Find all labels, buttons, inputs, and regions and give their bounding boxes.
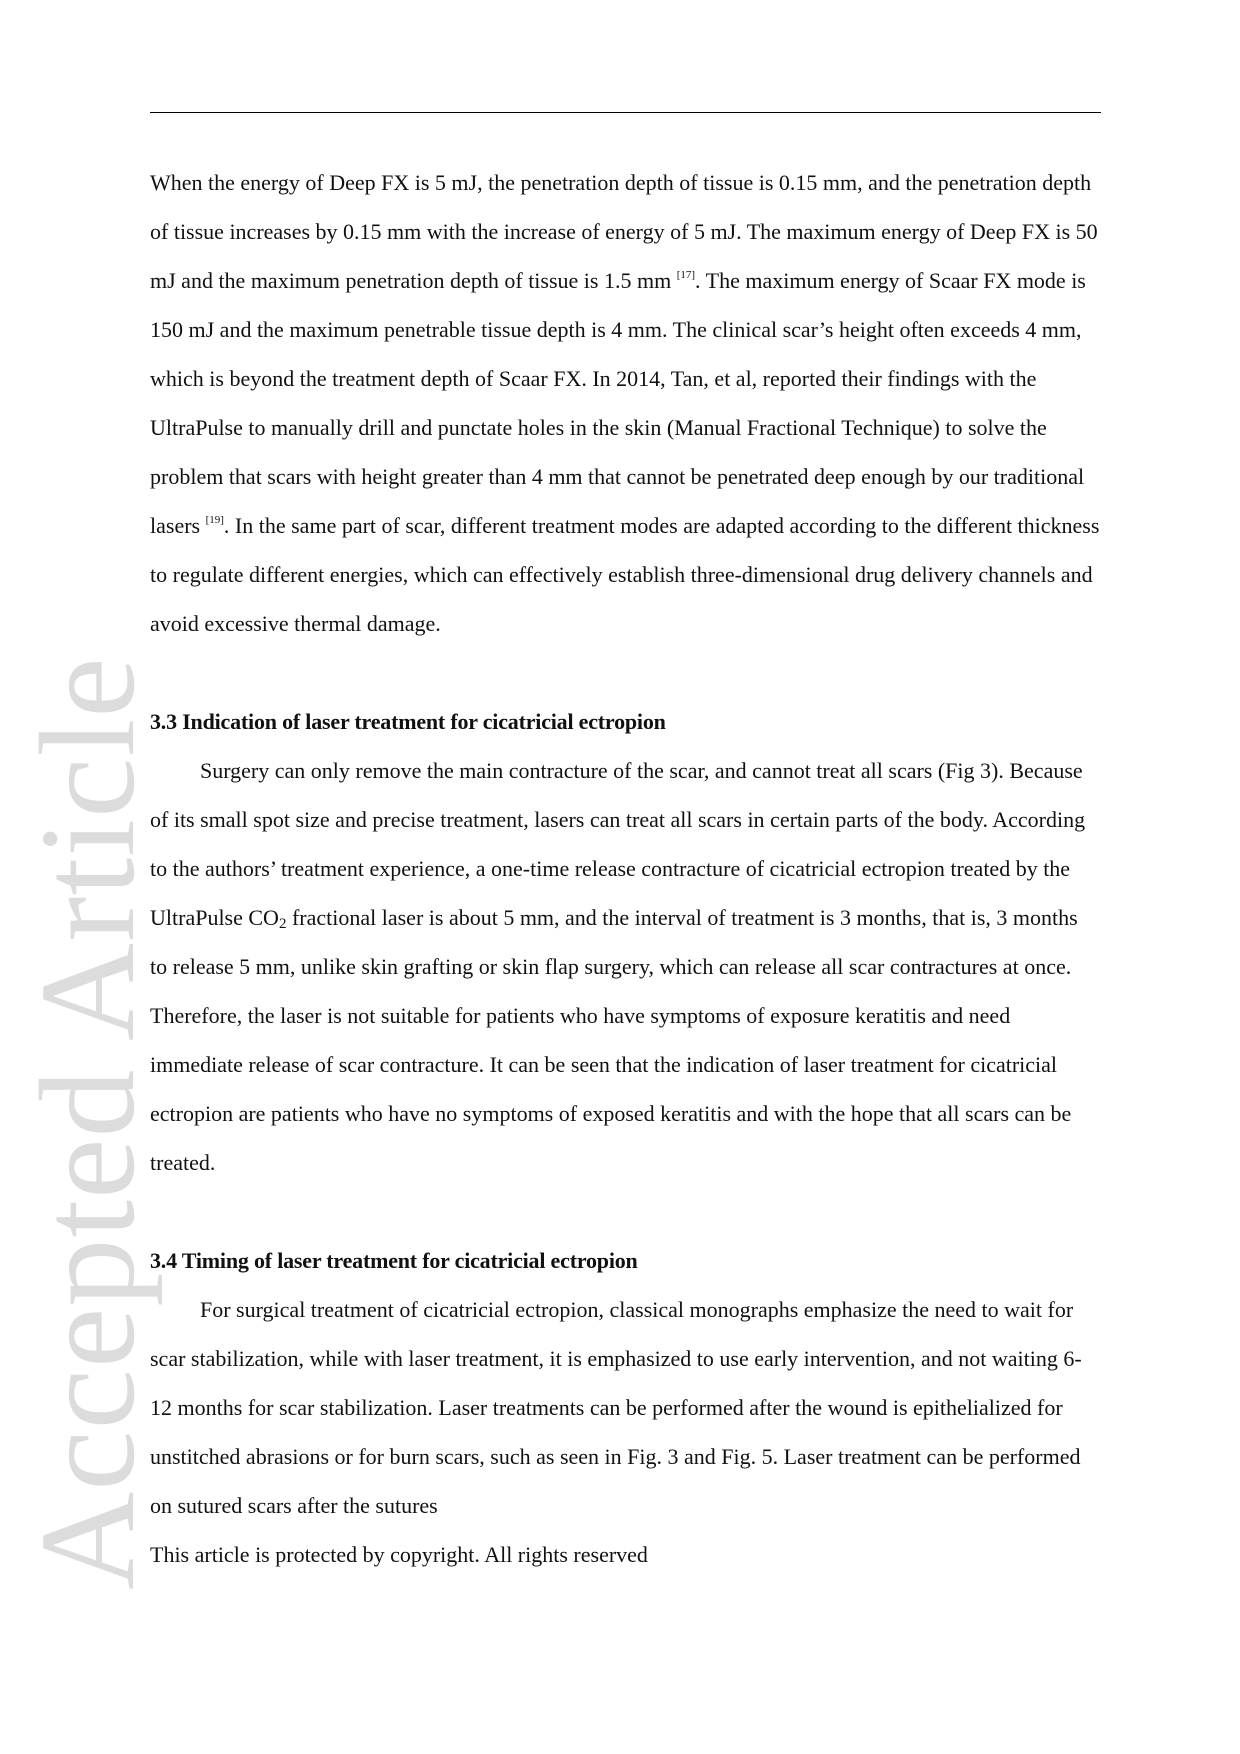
paragraph-gap [150,648,1100,697]
paragraph-indication [150,746,1100,1187]
article-body [150,158,1100,1579]
paragraph-gap [150,1187,1100,1236]
paragraph-text: fractional laser is about 5 mm, and the interval of treatment is 3 months, that is, 3 months to release 5 mm, unlike skin grafting or skin flap surgery, which can release all scar contractures at once. Therefore, the laser is not suitable for patients who have symptoms of exposure keratitis and need immediate release of scar contracture. It can be seen that the indication of laser treatment for cicatricial ectropion are patients who have no symptoms of exposed keratitis and with the hope that all scars can be treated. [150,905,1078,1175]
accepted-article-watermark: Accepted Article [13,656,163,1590]
citation-ref: [19] [205,514,224,526]
paragraph-timing: For surgical treatment of cicatricial ectropion, classical monographs emphasize the need to wait for scar stabilization, while with laser treatment, it is emphasized to use early intervention, and not waiting 6-12 months for scar stabilization. Laser treatments can be performed after the wound is epithelialized for unstitched abrasions or for burn scars, such as seen in Fig. 3 and Fig. 5. Laser treatment can be performed on sutured scars after the sutures [150,1297,1082,1518]
paragraph-text: . In the same part of scar, different treatment modes are adapted according to the different thickness to regulate different energies, which can effectively establish three-dimensional drug delivery channels and avoid excessive thermal damage. [150,513,1100,636]
paragraph-text: When the energy of Deep FX is 5 mJ, the penetration depth of tissue is 0.15 mm, and the penetration depth of tissue increases by 0.15 mm with the increase of energy of 5 mJ. The maximum energy of Deep FX is 50 mJ and the maximum penetration depth of tissue is 1.5 mm [150,170,1098,293]
paragraph-text: . The maximum energy of Scaar FX mode is 150 mJ and the maximum penetrable tissue depth is 4 mm. The clinical scar’s height often exceeds 4 mm, which is beyond the treatment depth of Scaar FX. In 2014, Tan, et al, reported their findings with the UltraPulse to manually drill and punctate holes in the skin (Manual Fractional Technique) to solve the problem that scars with height greater than 4 mm that cannot be penetrated deep enough by our traditional lasers [150,268,1086,538]
section-heading-3-3: 3.3 Indication of laser treatment for cicatricial ectropion [150,709,666,734]
section-heading-3-4: 3.4 Timing of laser treatment for cicatricial ectropion [150,1248,638,1273]
header-rule [150,112,1101,113]
paragraph-deep-fx [150,158,1100,648]
paragraph-text: Surgery can only remove the main contracture of the scar, and cannot treat all scars (Fig 3). Because of its small spot size and precise treatment, lasers can treat all scars in certain parts of the body. According to the authors’ treatment experience, a one-time release contracture of cicatricial ectropion treated by the UltraPulse CO [150,758,1086,930]
subscript: 2 [278,916,287,932]
copyright-footer: This article is protected by copyright. All rights reserved [150,1542,648,1567]
citation-ref: [17] [676,269,696,281]
